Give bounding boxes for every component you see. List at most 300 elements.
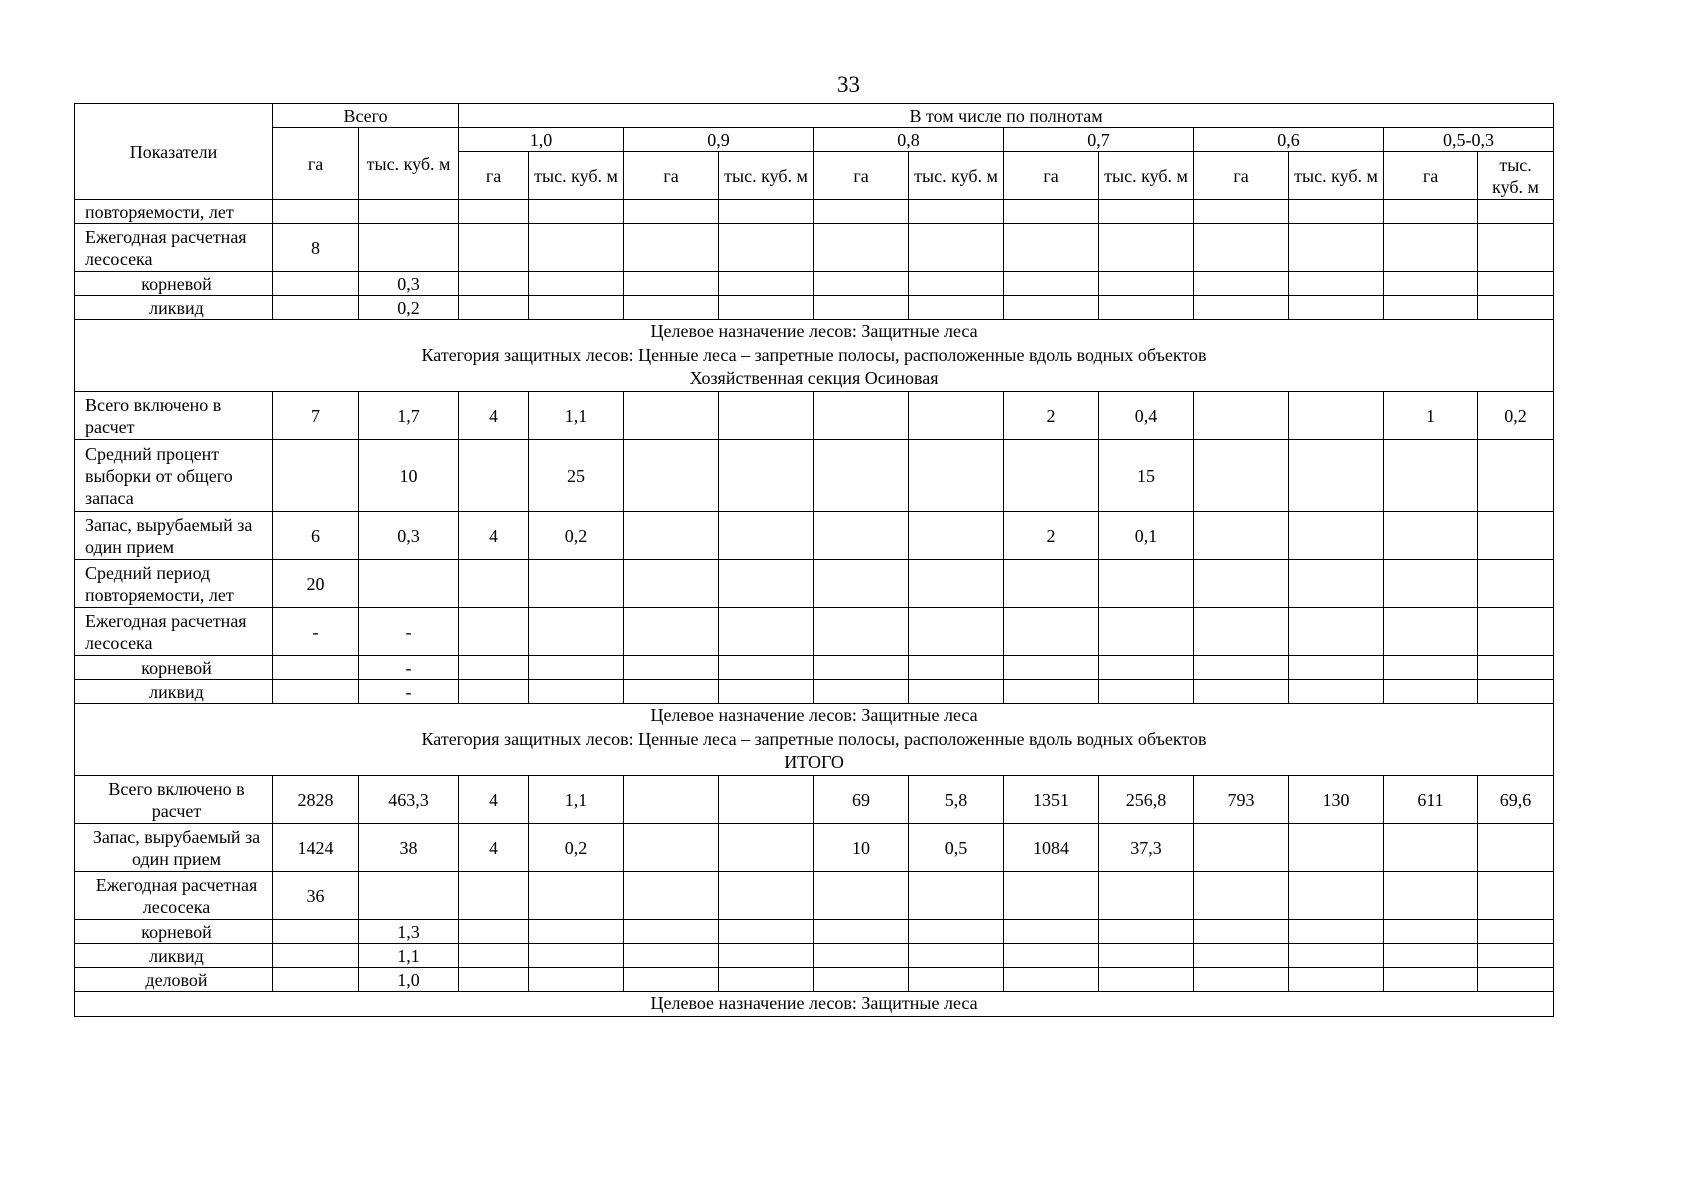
table-row [75,872,1554,920]
table-cell [719,680,814,704]
table-cell [624,392,719,440]
table-row [75,776,1554,824]
table-cell [459,224,529,272]
table-cell [529,872,624,920]
table-cell [624,920,719,944]
table-cell [529,560,624,608]
table-cell [909,200,1004,224]
table-cell [1004,968,1099,992]
table-row [75,296,1554,320]
table-cell [1194,440,1289,512]
table-cell [909,680,1004,704]
density-header: 0,5-0,3 [1384,128,1554,152]
table-cell [1289,944,1384,968]
table-cell [1289,968,1384,992]
table-cell: 10 [814,824,909,872]
table-cell [273,440,359,512]
table-cell [1384,512,1478,560]
table-cell [1099,944,1194,968]
table-cell [1478,968,1554,992]
table-cell [1289,872,1384,920]
table-cell [1478,296,1554,320]
table-cell [814,440,909,512]
table-cell [624,968,719,992]
table-cell [529,224,624,272]
table-cell: 1,3 [359,920,459,944]
table-cell [529,296,624,320]
table-cell [1478,872,1554,920]
row-label: повторяемости, лет [75,200,273,224]
table-cell [1478,920,1554,944]
table-cell: - [359,656,459,680]
table-cell [359,224,459,272]
table-cell [814,560,909,608]
table-cell [1004,872,1099,920]
table-cell [1289,608,1384,656]
table-cell [1004,560,1099,608]
table-cell [459,920,529,944]
table-cell [1478,200,1554,224]
section-heading-line: Целевое назначение лесов: Защитные леса [650,321,978,342]
table-cell [719,608,814,656]
row-label: Ежегодная расчетная лесосека [75,224,273,272]
table-cell [1194,656,1289,680]
table-cell [1289,440,1384,512]
table-cell [1099,560,1194,608]
section-heading-line: ИТОГО [784,752,844,773]
row-label: деловой [75,968,273,992]
table-cell [719,656,814,680]
table-cell [1384,872,1478,920]
table-cell [1289,200,1384,224]
table-cell: 0,2 [1478,392,1554,440]
table-cell [909,944,1004,968]
table-cell [909,656,1004,680]
table-cell [1478,656,1554,680]
table-cell: 463,3 [359,776,459,824]
table-cell [814,680,909,704]
table-cell: 1351 [1004,776,1099,824]
table-cell [1384,680,1478,704]
table-row [75,656,1554,680]
volume-unit-header: тыс. куб. м [1289,152,1384,200]
table-cell: 130 [1289,776,1384,824]
table-cell [1194,272,1289,296]
table-cell [273,944,359,968]
row-label: Ежегодная расчетная лесосека [75,608,273,656]
table-cell [1194,224,1289,272]
row-label: ликвид [75,944,273,968]
table-cell: 2 [1004,512,1099,560]
volume-unit-header: тыс. куб. м [1099,152,1194,200]
table-cell: 36 [273,872,359,920]
row-label: ликвид [75,680,273,704]
table-cell [1478,824,1554,872]
density-header: 0,8 [814,128,1004,152]
table-cell: 0,1 [1099,512,1194,560]
table-cell: 793 [1194,776,1289,824]
table-cell [1194,608,1289,656]
table-cell [273,272,359,296]
table-cell: 0,2 [359,296,459,320]
table-cell [1194,968,1289,992]
table-cell [1478,944,1554,968]
table-cell: 2 [1004,392,1099,440]
table-row [75,440,1554,512]
table-cell [1194,872,1289,920]
volume-unit-header: тыс. куб. м [1478,152,1554,200]
table-cell [624,560,719,608]
row-label: Запас, вырубаемый за один прием [75,512,273,560]
table-cell [909,224,1004,272]
table-cell: 10 [359,440,459,512]
table-cell [1289,680,1384,704]
table-row [75,200,1554,224]
table-cell [459,560,529,608]
table-cell [529,656,624,680]
table-cell [719,512,814,560]
table-cell [1384,824,1478,872]
table-cell: 8 [273,224,359,272]
volume-unit-header: тыс. куб. м [529,152,624,200]
table-cell [1384,224,1478,272]
row-label: Всего включено в расчет [75,392,273,440]
table-cell: 25 [529,440,624,512]
table-cell [273,680,359,704]
volume-unit-header: тыс. куб. м [719,152,814,200]
table-cell [909,440,1004,512]
table-cell [1384,920,1478,944]
table-cell [359,872,459,920]
total-ha-header: га [273,128,359,200]
table-cell [1478,440,1554,512]
page-number: 33 [837,72,860,97]
table-cell [529,680,624,704]
table-cell [719,968,814,992]
table-row [75,224,1554,272]
section-heading-line: Хозяйственная секция Осиновая [689,368,939,389]
table-cell [814,920,909,944]
table-cell [1099,200,1194,224]
row-label: корневой [75,272,273,296]
table-cell [1194,944,1289,968]
table-cell [909,872,1004,920]
table-cell [1004,944,1099,968]
table-cell [1099,872,1194,920]
total-volume-header: тыс. куб. м [359,128,459,200]
table-cell [1289,296,1384,320]
table-cell [1194,920,1289,944]
table-cell [529,200,624,224]
table-cell [1004,200,1099,224]
table-cell [1478,224,1554,272]
volume-unit-header: тыс. куб. м [909,152,1004,200]
table-cell [909,512,1004,560]
ha-unit-header: га [814,152,909,200]
table-cell: 4 [459,392,529,440]
table-cell [1194,200,1289,224]
table-cell: 69,6 [1478,776,1554,824]
table-cell: 2828 [273,776,359,824]
table-cell [529,608,624,656]
table-cell [624,296,719,320]
table-cell [814,944,909,968]
table-cell [1194,824,1289,872]
table-cell [719,872,814,920]
table-cell: 5,8 [909,776,1004,824]
table-cell [1099,920,1194,944]
table-cell [1384,608,1478,656]
table-cell [1194,680,1289,704]
table-cell: 15 [1099,440,1194,512]
table-cell: 0,2 [529,824,624,872]
ha-unit-header: га [1004,152,1099,200]
table-cell [1289,392,1384,440]
table-cell [459,296,529,320]
table-cell [624,608,719,656]
table-cell [359,200,459,224]
table-cell [1004,680,1099,704]
table-cell [1384,272,1478,296]
section-row [75,320,1554,392]
table-cell [1289,824,1384,872]
table-cell [459,440,529,512]
table-cell [529,920,624,944]
table-cell: 1424 [273,824,359,872]
table-cell: 4 [459,512,529,560]
table-cell [1384,296,1478,320]
row-label: Средний процент выборки от общего запаса [75,440,273,512]
table-cell [1478,560,1554,608]
table-cell [1478,512,1554,560]
table-cell [719,272,814,296]
table-cell [719,392,814,440]
table-cell [814,512,909,560]
row-label: Ежегодная расчетная лесосека [75,872,273,920]
table-cell [624,944,719,968]
table-cell [814,872,909,920]
table-row [75,968,1554,992]
ha-unit-header: га [1384,152,1478,200]
table-cell [719,824,814,872]
row-label: корневой [75,656,273,680]
table-cell [1384,200,1478,224]
table-cell [909,968,1004,992]
section-heading-line: Категория защитных лесов: Ценные леса – запретные полосы, расположенные вдоль водных объектов [421,344,1207,365]
table-cell [1099,968,1194,992]
table-cell [529,968,624,992]
table-cell [1004,608,1099,656]
table-row [75,608,1554,656]
section-row [75,992,1554,1017]
table-cell [719,920,814,944]
table-cell: 0,5 [909,824,1004,872]
table-cell [1099,656,1194,680]
ha-unit-header: га [1194,152,1289,200]
table-cell: 7 [273,392,359,440]
table-row [75,920,1554,944]
table-cell: 1 [1384,392,1478,440]
table-cell [1194,512,1289,560]
table-cell [814,200,909,224]
table-cell [459,968,529,992]
table-cell [624,824,719,872]
table-cell [359,560,459,608]
row-label: корневой [75,920,273,944]
table-cell [1004,272,1099,296]
table-cell: 1,1 [359,944,459,968]
table-cell [909,560,1004,608]
table-cell [719,560,814,608]
table-cell [719,296,814,320]
table-cell [1004,440,1099,512]
table-cell [459,200,529,224]
table-cell [1194,296,1289,320]
section-row [75,704,1554,776]
table-cell [909,392,1004,440]
table-cell [1289,920,1384,944]
table-row [75,272,1554,296]
table-cell [909,920,1004,944]
table-cell [1384,440,1478,512]
table-cell [459,944,529,968]
table-cell [624,440,719,512]
table-cell [719,440,814,512]
table-cell [1478,608,1554,656]
table-cell [1099,224,1194,272]
table-row [75,392,1554,440]
table-cell: 1,1 [529,776,624,824]
table-cell: 1,0 [359,968,459,992]
table-cell [1099,608,1194,656]
table-cell [1004,920,1099,944]
ha-unit-header: га [459,152,529,200]
table-cell [273,200,359,224]
table-cell [273,920,359,944]
table-cell [273,968,359,992]
table-cell [719,224,814,272]
row-label: Запас, вырубаемый за один прием [75,824,273,872]
table-cell [273,296,359,320]
table-cell [1289,512,1384,560]
table-cell [1289,272,1384,296]
table-cell: 38 [359,824,459,872]
table-cell [909,296,1004,320]
total-header: Всего [273,104,459,128]
table-row [75,944,1554,968]
table-cell [1384,944,1478,968]
table-cell [1194,392,1289,440]
table-cell [459,608,529,656]
section-heading-line: Целевое назначение лесов: Защитные леса [650,993,978,1013]
table-cell [814,296,909,320]
table-cell [529,944,624,968]
table-cell [624,776,719,824]
table-cell: 0,3 [359,272,459,296]
indicators-header: Показатели [75,104,273,200]
section-heading-line: Категория защитных лесов: Ценные леса – запретные полосы, расположенные вдоль водных объектов [421,728,1207,749]
table-cell [624,872,719,920]
table-cell: 256,8 [1099,776,1194,824]
section-heading [75,992,1554,1017]
table-cell [814,392,909,440]
density-header: 1,0 [459,128,624,152]
row-label: Средний период повторяемости, лет [75,560,273,608]
header-row-2 [75,128,1554,152]
table-cell [624,512,719,560]
table-cell [1384,560,1478,608]
section-heading-line: Целевое назначение лесов: Защитные леса [650,705,978,726]
table-cell: 1084 [1004,824,1099,872]
table-cell [1004,296,1099,320]
table-cell: - [273,608,359,656]
table-cell [1478,680,1554,704]
table-cell [459,656,529,680]
table-cell [909,272,1004,296]
table-row [75,824,1554,872]
ha-unit-header: га [624,152,719,200]
table-cell [814,224,909,272]
table-cell [624,272,719,296]
table-cell: - [359,608,459,656]
table-cell [909,608,1004,656]
table-cell [529,272,624,296]
row-label: ликвид [75,296,273,320]
table-cell [1478,272,1554,296]
header-row-1 [75,104,1554,128]
table-cell [719,776,814,824]
density-header: 0,6 [1194,128,1384,152]
table-cell [624,200,719,224]
table-cell: 37,3 [1099,824,1194,872]
table-cell [624,656,719,680]
table-cell: 20 [273,560,359,608]
by-density-header: В том числе по полнотам [459,104,1554,128]
table-cell [1004,224,1099,272]
table-cell: 0,4 [1099,392,1194,440]
table-cell [814,968,909,992]
table-cell [1194,560,1289,608]
table-cell [1289,656,1384,680]
table-cell: 1,7 [359,392,459,440]
table-cell: 4 [459,776,529,824]
table-cell [814,272,909,296]
table-cell [814,656,909,680]
table-cell [1289,224,1384,272]
table-cell [1099,272,1194,296]
table-cell: 1,1 [529,392,624,440]
table-cell [1099,296,1194,320]
table-cell: 69 [814,776,909,824]
table-cell [719,200,814,224]
table-cell [1004,656,1099,680]
table-cell [719,944,814,968]
table-cell [273,656,359,680]
allowable-cut-table [74,103,1554,1017]
table-row [75,560,1554,608]
table-cell [814,608,909,656]
table-cell [1384,968,1478,992]
table-row [75,680,1554,704]
density-header: 0,7 [1004,128,1194,152]
table-cell [624,680,719,704]
table-cell: - [359,680,459,704]
table-cell [459,872,529,920]
table-cell [459,680,529,704]
table-row [75,512,1554,560]
row-label: Всего включено в расчет [75,776,273,824]
table-cell [459,272,529,296]
